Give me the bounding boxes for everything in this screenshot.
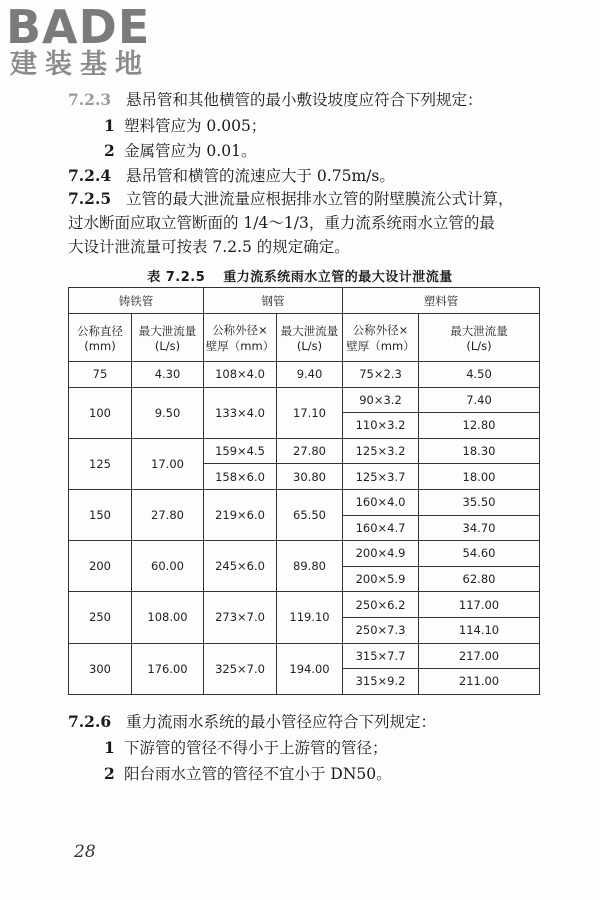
cell-plastic-size: 110×3.2 xyxy=(343,413,419,439)
logo-wordmark: BADE xyxy=(6,0,151,54)
item-text: 阳台雨水立管的管径不宜小于 DN50。 xyxy=(124,765,392,783)
group-header-cast-iron: 铸铁管 xyxy=(69,288,204,314)
cell-plastic-flow: 211.00 xyxy=(419,669,540,695)
subheader-cell: 公称直径 (mm) xyxy=(69,314,132,362)
table-row xyxy=(69,541,540,567)
subheader-cell: 最大泄流量 (L/s) xyxy=(132,314,204,362)
group-header-plastic: 塑料管 xyxy=(343,288,540,314)
cell-steel-size: 159×4.5 xyxy=(204,438,277,464)
cell-steel-size: 158×6.0 xyxy=(204,464,277,490)
logo-chinese-text: 建装基地 xyxy=(10,49,150,80)
cell-plastic-flow: 62.80 xyxy=(419,566,540,592)
table-row xyxy=(69,438,540,464)
cell-plastic-flow: 54.60 xyxy=(419,541,540,567)
cell-cast-iron-flow: 176.00 xyxy=(132,643,204,694)
clause-7-2-4 xyxy=(68,166,395,186)
clause-text: 重力流雨水系统的最小管径应符合下列规定： xyxy=(126,713,437,731)
table-row xyxy=(69,387,540,413)
item-number: 1 xyxy=(104,116,115,135)
cell-cast-iron-diameter: 250 xyxy=(69,592,132,643)
clause-text: 悬吊管和其他横管的最小敷设坡度应符合下列规定： xyxy=(126,91,483,109)
item-text: 下游管的管径不得小于上游管的管径； xyxy=(124,739,388,757)
subheader-cell: 公称外径× 壁厚（mm） xyxy=(204,314,277,362)
clause-text-line: 过水断面应取立管断面的 1/4～1/3，重力流系统雨水立管的最 xyxy=(68,214,495,232)
table-caption-title: 重力流系统雨水立管的最大设计泄流量 xyxy=(223,270,453,285)
clause-7-2-3 xyxy=(68,90,483,110)
list-item xyxy=(104,764,392,784)
table-caption xyxy=(0,266,600,285)
cell-cast-iron-diameter: 300 xyxy=(69,643,132,694)
cell-plastic-size: 200×5.9 xyxy=(343,566,419,592)
cell-cast-iron-diameter: 75 xyxy=(69,362,132,388)
cell-cast-iron-flow: 60.00 xyxy=(132,541,204,592)
cell-plastic-size: 250×6.2 xyxy=(343,592,419,618)
cell-steel-flow: 27.80 xyxy=(277,438,343,464)
cell-steel-size: 325×7.0 xyxy=(204,643,277,694)
table-row xyxy=(69,489,540,515)
clause-text: 悬吊管和横管的流速应大于 0.75m/s。 xyxy=(126,167,395,185)
clause-number: 7.2.4 xyxy=(68,166,112,185)
cell-cast-iron-flow: 27.80 xyxy=(132,489,204,540)
cell-plastic-flow: 18.00 xyxy=(419,464,540,490)
cell-cast-iron-diameter: 200 xyxy=(69,541,132,592)
item-text: 塑料管应为 0.005； xyxy=(124,117,267,135)
cell-steel-size: 133×4.0 xyxy=(204,387,277,438)
cell-plastic-size: 250×7.3 xyxy=(343,617,419,643)
watermark-logo xyxy=(6,0,151,80)
cell-plastic-flow: 35.50 xyxy=(419,489,540,515)
cell-steel-flow: 65.50 xyxy=(277,489,343,540)
cell-cast-iron-diameter: 125 xyxy=(69,438,132,489)
clause-7-2-5 xyxy=(68,189,514,209)
subheader-cell: 最大泄流量 (L/s) xyxy=(277,314,343,362)
group-header-steel: 钢管 xyxy=(204,288,343,314)
page-number: 28 xyxy=(74,842,96,862)
cell-plastic-size: 200×4.9 xyxy=(343,541,419,567)
table-group-header-row xyxy=(69,288,540,314)
cell-steel-flow: 89.80 xyxy=(277,541,343,592)
cell-plastic-size: 90×3.2 xyxy=(343,387,419,413)
cell-steel-size: 108×4.0 xyxy=(204,362,277,388)
clause-7-2-6 xyxy=(68,712,436,732)
item-number: 2 xyxy=(104,141,115,160)
cell-cast-iron-flow: 108.00 xyxy=(132,592,204,643)
cell-plastic-size: 75×2.3 xyxy=(343,362,419,388)
cell-cast-iron-flow: 4.30 xyxy=(132,362,204,388)
list-item xyxy=(104,141,256,161)
cell-plastic-flow: 117.00 xyxy=(419,592,540,618)
item-text: 金属管应为 0.01。 xyxy=(124,142,257,160)
cell-plastic-flow: 217.00 xyxy=(419,643,540,669)
table-caption-number: 表 7.2.5 xyxy=(147,270,206,285)
cell-plastic-flow: 18.30 xyxy=(419,438,540,464)
cell-cast-iron-diameter: 150 xyxy=(69,489,132,540)
cell-cast-iron-flow: 17.00 xyxy=(132,438,204,489)
cell-plastic-size: 125×3.7 xyxy=(343,464,419,490)
item-number: 1 xyxy=(104,738,115,757)
cell-cast-iron-diameter: 100 xyxy=(69,387,132,438)
clause-number: 7.2.6 xyxy=(68,712,112,731)
cell-cast-iron-flow: 9.50 xyxy=(132,387,204,438)
cell-plastic-flow: 4.50 xyxy=(419,362,540,388)
cell-plastic-size: 125×3.2 xyxy=(343,438,419,464)
clause-text-line: 大设计泄流量可按表 7.2.5 的规定确定。 xyxy=(68,238,350,256)
subheader-cell: 公称外径× 壁厚（mm） xyxy=(343,314,419,362)
flow-capacity-table xyxy=(68,287,540,695)
cell-steel-flow: 17.10 xyxy=(277,387,343,438)
clause-text-line: 立管的最大泄流量应根据排水立管的附壁膜流公式计算， xyxy=(126,190,514,208)
subheader-cell: 最大泄流量 (L/s) xyxy=(419,314,540,362)
cell-steel-size: 219×6.0 xyxy=(204,489,277,540)
list-item xyxy=(104,738,388,758)
table-row xyxy=(69,362,540,388)
cell-steel-flow: 194.00 xyxy=(277,643,343,694)
cell-plastic-size: 160×4.0 xyxy=(343,489,419,515)
cell-plastic-flow: 12.80 xyxy=(419,413,540,439)
cell-steel-flow: 119.10 xyxy=(277,592,343,643)
cell-plastic-flow: 7.40 xyxy=(419,387,540,413)
cell-plastic-size: 160×4.7 xyxy=(343,515,419,541)
cell-plastic-size: 315×7.7 xyxy=(343,643,419,669)
cell-steel-flow: 9.40 xyxy=(277,362,343,388)
cell-plastic-flow: 114.10 xyxy=(419,617,540,643)
item-number: 2 xyxy=(104,764,115,783)
clause-number: 7.2.5 xyxy=(68,189,112,208)
clause-number: 7.2.3 xyxy=(68,90,112,109)
cell-plastic-size: 315×9.2 xyxy=(343,669,419,695)
table-row xyxy=(69,643,540,669)
cell-steel-size: 245×6.0 xyxy=(204,541,277,592)
table-subheader-row xyxy=(69,314,540,362)
cell-steel-size: 273×7.0 xyxy=(204,592,277,643)
cell-steel-flow: 30.80 xyxy=(277,464,343,490)
table-row xyxy=(69,592,540,618)
cell-plastic-flow: 34.70 xyxy=(419,515,540,541)
list-item xyxy=(104,116,266,136)
